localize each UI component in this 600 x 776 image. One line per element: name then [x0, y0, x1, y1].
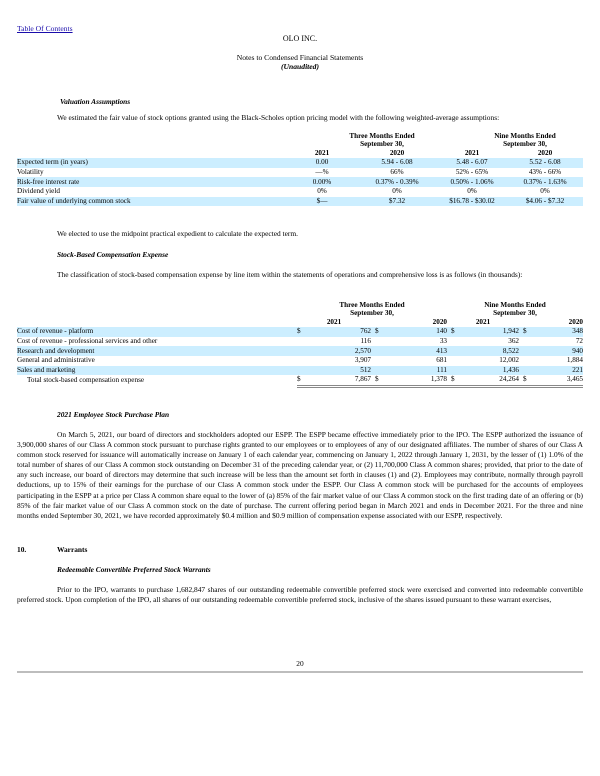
year-header: 2020 [389, 149, 405, 158]
group-header-three-months [297, 301, 447, 318]
page-divider [17, 671, 583, 673]
cell: $4.06 - $7.32 [507, 197, 583, 207]
row-label: Volatility [17, 168, 44, 177]
cell: 1,378 [385, 375, 447, 386]
table-row [17, 187, 583, 197]
year-header: 2020 [568, 318, 583, 327]
currency-symbol: $ [297, 327, 311, 337]
currency-symbol: $ [519, 327, 533, 337]
cell: 5.94 - 6.08 [357, 158, 437, 168]
currency-symbol: $ [297, 375, 311, 386]
cell: 111 [385, 366, 447, 376]
valuation-heading: Valuation Assumptions [60, 97, 131, 106]
cell: 1,942 [461, 327, 519, 337]
cell: 140 [385, 327, 447, 337]
cell: 12,002 [499, 356, 519, 365]
espp-body: On March 5, 2021, our board of directors and stockholders adopted our ESPP. The ESPP became effective immediately prior to the IPO. The ESPP authorized the issuance of 3,900,000 shares of our Class A common stock pursuant to purchase rights granted to our employees or to employees of any of our designated affiliates. The number of shares of our Class A common stock reserved for issuance will automatically increase on January 1 of each calendar year, commencing on January 1, 2022 through January 1, 2031, by the lesser of (1) 1.0% of the total number of shares of our Class A common stock outstanding on December 31 of the preceding calendar year, or (2) 11,700,000 Class A common shares; provided, that prior to the date of any such increase, our board of directors may determine that such increase will be less than the amount set forth in clauses (1) and (2). Employees may contribute, normally through payroll deductions, up to 15% of their earnings for the purchase of our Class A common stock under the ESPP. Our Class A common stock will be purchased for the accounts of employees participating in the ESPP at a price per Class A common share equal to the lower of (a) 85% of the fair market value of our Class A common stock on the first trading date of an offering or (b) 85% of the fair market value of our Class A common stock on the date of purchase. The current offering period began in March 2021 and ends in December 2021. For the three and nine months ended September 30, 2021, we have recorded approximately $0.4 million and $0.9 million of compensation expense associated with our ESPP, respectively. [17, 430, 583, 520]
valuation-assumptions-table [17, 132, 583, 206]
cell: 413 [385, 346, 447, 356]
cell: 512 [311, 366, 371, 376]
cell: 5.52 - 6.08 [507, 158, 583, 168]
row-label: Fair value of underlying common stock [17, 197, 287, 207]
year-header: 2020 [432, 318, 447, 327]
table-group-header-row [17, 132, 583, 149]
page-number: 20 [296, 659, 304, 668]
group-header-line: September 30, [493, 309, 537, 318]
warrants-body: Prior to the IPO, warrants to purchase 1,682,847 shares of our outstanding redeemable convertible preferred stock were exercised and converted into redeemable convertible preferred stock. Upon completion of the IPO, all shares of our outstanding redeemable convertible preferred stock, inclusive of the shares issued pursuant to these warrant exercises, [17, 585, 583, 605]
cell: 0.37% - 0.39% [357, 177, 437, 187]
cell: 362 [508, 337, 519, 346]
row-label: Expected term (in years) [17, 158, 287, 168]
row-label: Dividend yield [17, 187, 60, 196]
group-header-line: Three Months Ended [349, 132, 415, 140]
cell: 5.48 - 6.07 [437, 158, 507, 168]
cell: 0% [317, 187, 327, 196]
cell: $7.32 [357, 197, 437, 207]
sbc-intro: The classification of stock-based compensation expense by line item within the statements of operations and comprehensive loss is as follows (in thousands): [57, 270, 523, 279]
cell: —% [315, 168, 329, 177]
cell: 940 [533, 346, 583, 356]
cell: $— [287, 197, 357, 207]
cell: 52% - 65% [455, 168, 489, 177]
table-total-row [17, 375, 583, 386]
espp-heading: 2021 Employee Stock Purchase Plan [57, 410, 170, 419]
table-row [17, 346, 583, 356]
section-title: Warrants [57, 545, 88, 554]
cell: $16.78 - $30.02 [437, 197, 507, 207]
year-header: 2021 [464, 149, 480, 158]
currency-symbol: $ [371, 375, 385, 386]
group-header-line: September 30, [503, 140, 547, 149]
table-year-header-row [17, 149, 583, 159]
cell: 33 [439, 337, 447, 346]
warrants-subheading: Redeemable Convertible Preferred Stock Warrants [57, 565, 211, 574]
row-label: Cost of revenue - platform [17, 327, 297, 337]
cell: 43% - 66% [528, 168, 562, 177]
company-name: OLO INC. [282, 34, 318, 43]
table-row [17, 177, 583, 187]
cell: 8,522 [461, 346, 519, 356]
cell: 0% [540, 187, 550, 196]
table-year-header-row [17, 318, 583, 328]
group-header-nine-months [437, 132, 583, 149]
row-label: Research and development [17, 346, 297, 356]
cell: 3,465 [533, 375, 583, 386]
cell: 2,570 [311, 346, 371, 356]
row-label: Risk-free interest rate [17, 177, 287, 187]
cell: 681 [436, 356, 447, 365]
section-number: 10. [17, 545, 27, 554]
valuation-intro: We estimated the fair value of stock options granted using the Black-Scholes option pricing model with the following weighted-average assumptions: [57, 113, 500, 122]
table-row [17, 158, 583, 168]
group-header-line: Nine Months Ended [484, 301, 546, 309]
cell: 762 [311, 327, 371, 337]
row-label: General and administrative [17, 356, 95, 365]
cell: 1,436 [461, 366, 519, 376]
table-row [17, 327, 583, 337]
cell: 0.37% - 1.63% [507, 177, 583, 187]
stock-based-compensation-table [17, 301, 583, 388]
cell: 1,884 [566, 356, 583, 365]
row-label: Cost of revenue - professional services and other [17, 337, 158, 346]
row-label: Total stock-based compensation expense [27, 376, 145, 385]
table-row [17, 366, 583, 376]
table-of-contents-link[interactable]: Table Of Contents [17, 24, 73, 33]
currency-symbol: $ [447, 375, 461, 386]
cell: 0.50% - 1.06% [437, 177, 507, 187]
cell: 7,867 [311, 375, 371, 386]
table-row [17, 197, 583, 207]
cell: 66% [390, 168, 404, 177]
cell: 3,907 [354, 356, 371, 365]
cell: 24,264 [461, 375, 519, 386]
row-label: Sales and marketing [17, 366, 297, 376]
currency-symbol: $ [519, 375, 533, 386]
currency-symbol: $ [371, 327, 385, 337]
cell: 0% [467, 187, 477, 196]
year-header: 2021 [475, 318, 491, 327]
table-row [17, 356, 583, 366]
expected-term-note: We elected to use the midpoint practical expedient to calculate the expected term. [57, 229, 298, 238]
table-group-header-row [17, 301, 583, 318]
year-header: 2021 [326, 318, 342, 327]
sbc-heading: Stock-Based Compensation Expense [57, 250, 169, 259]
table-row [17, 337, 583, 347]
page-title: Notes to Condensed Financial Statements [236, 53, 364, 62]
cell: 221 [533, 366, 583, 376]
cell: 0.00% [287, 177, 357, 187]
cell: 116 [360, 337, 371, 346]
group-header-line: Nine Months Ended [494, 132, 556, 140]
group-header-three-months [287, 132, 437, 149]
table-row [17, 168, 583, 178]
group-header-nine-months [447, 301, 583, 318]
group-header-line: September 30, [360, 140, 404, 149]
cell: 0.00 [287, 158, 357, 168]
cell: 72 [575, 337, 583, 346]
cell: 348 [533, 327, 583, 337]
year-header: 2021 [314, 149, 330, 158]
cell: 0% [392, 187, 402, 196]
group-header-line: Three Months Ended [339, 301, 405, 309]
group-header-line: September 30, [350, 309, 394, 318]
currency-symbol: $ [447, 327, 461, 337]
page-subtitle: (Unaudited) [281, 62, 319, 71]
year-header: 2020 [537, 149, 553, 158]
